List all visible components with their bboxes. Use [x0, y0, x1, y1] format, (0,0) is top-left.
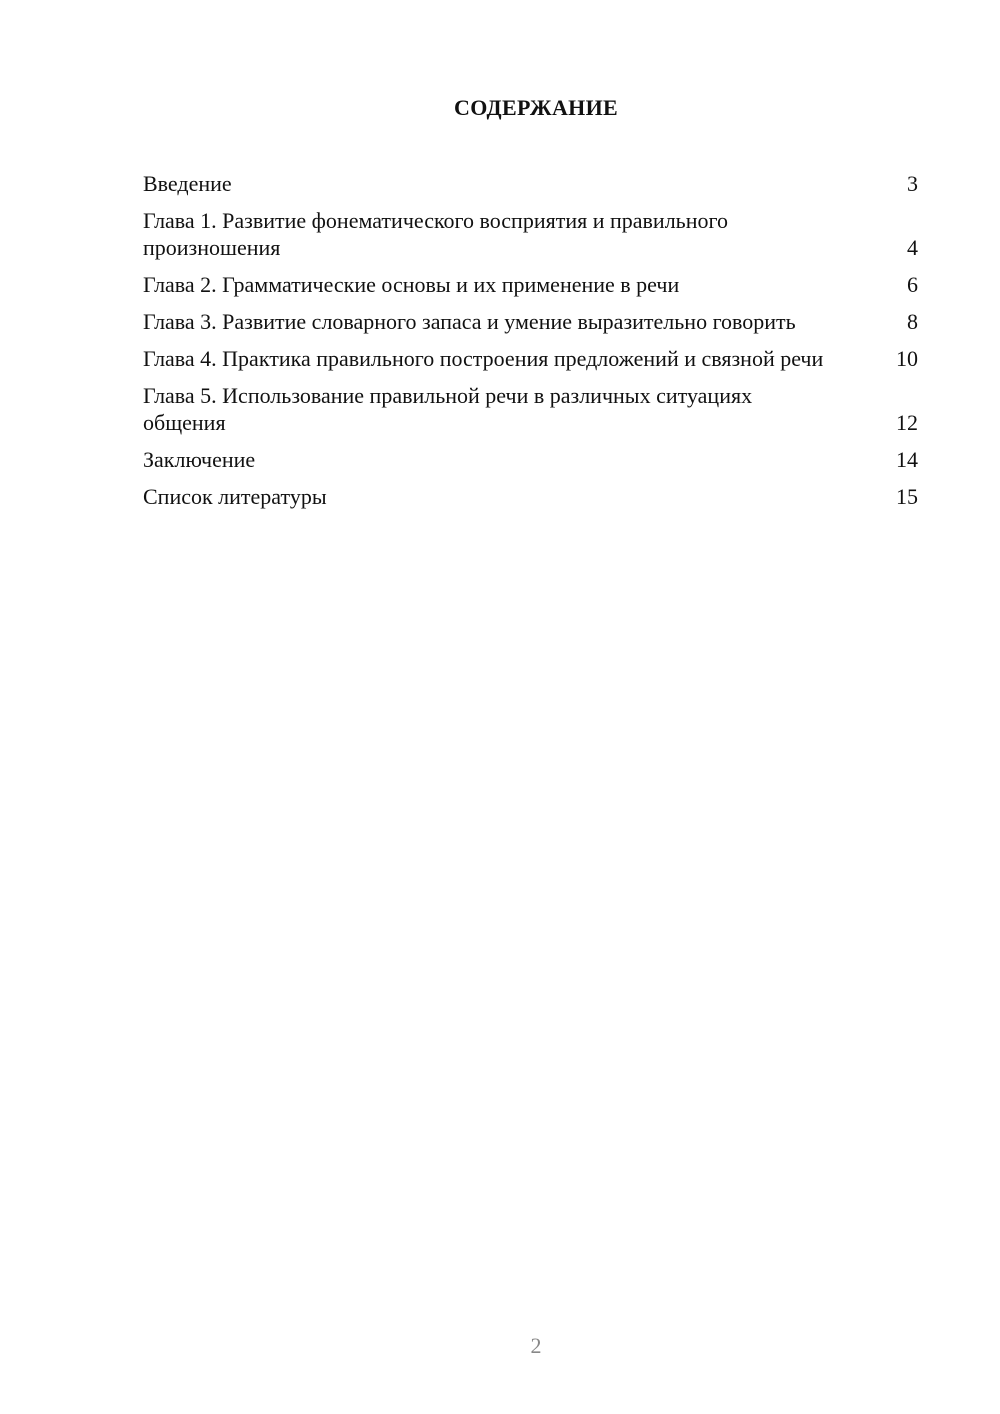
page-title: СОДЕРЖАНИЕ [454, 95, 618, 120]
toc-entry-title: Список литературы [143, 484, 327, 509]
toc-entry-chapter-2[interactable] [143, 271, 918, 298]
toc-entry-page: 10 [896, 346, 918, 371]
toc-entry-page: 6 [907, 272, 918, 297]
toc-entry-page: 3 [907, 171, 918, 196]
toc-entry-page: 12 [896, 410, 918, 435]
toc-entry-title: Глава 5. Использование правильной речи в различных ситуациях общения [143, 383, 753, 435]
toc-entry-page: 14 [896, 447, 918, 472]
toc-entry-introduction[interactable] [143, 170, 918, 197]
toc-entry-chapter-1[interactable] [143, 207, 918, 261]
table-of-contents [143, 170, 918, 520]
toc-entry-title: Глава 4. Практика правильного построения предложений и связной речи [143, 346, 824, 371]
toc-entry-conclusion[interactable] [143, 446, 918, 473]
toc-entry-title: Глава 3. Развитие словарного запаса и умение выразительно говорить [143, 309, 796, 334]
toc-entry-page: 8 [907, 309, 918, 334]
toc-entry-title: Заключение [143, 447, 256, 472]
toc-entry-chapter-5[interactable] [143, 382, 918, 436]
toc-entry-chapter-3[interactable] [143, 308, 918, 335]
toc-entry-bibliography[interactable] [143, 483, 918, 510]
page-number: 2 [530, 1333, 542, 1358]
toc-entry-chapter-4[interactable] [143, 345, 918, 372]
toc-entry-title: Глава 2. Грамматические основы и их применение в речи [143, 272, 680, 297]
toc-entry-title: Глава 1. Развитие фонематического восприятия и правильного произношения [143, 208, 728, 260]
toc-entry-page: 15 [896, 484, 918, 509]
toc-entry-title: Введение [143, 171, 232, 196]
toc-entry-page: 4 [907, 235, 918, 260]
